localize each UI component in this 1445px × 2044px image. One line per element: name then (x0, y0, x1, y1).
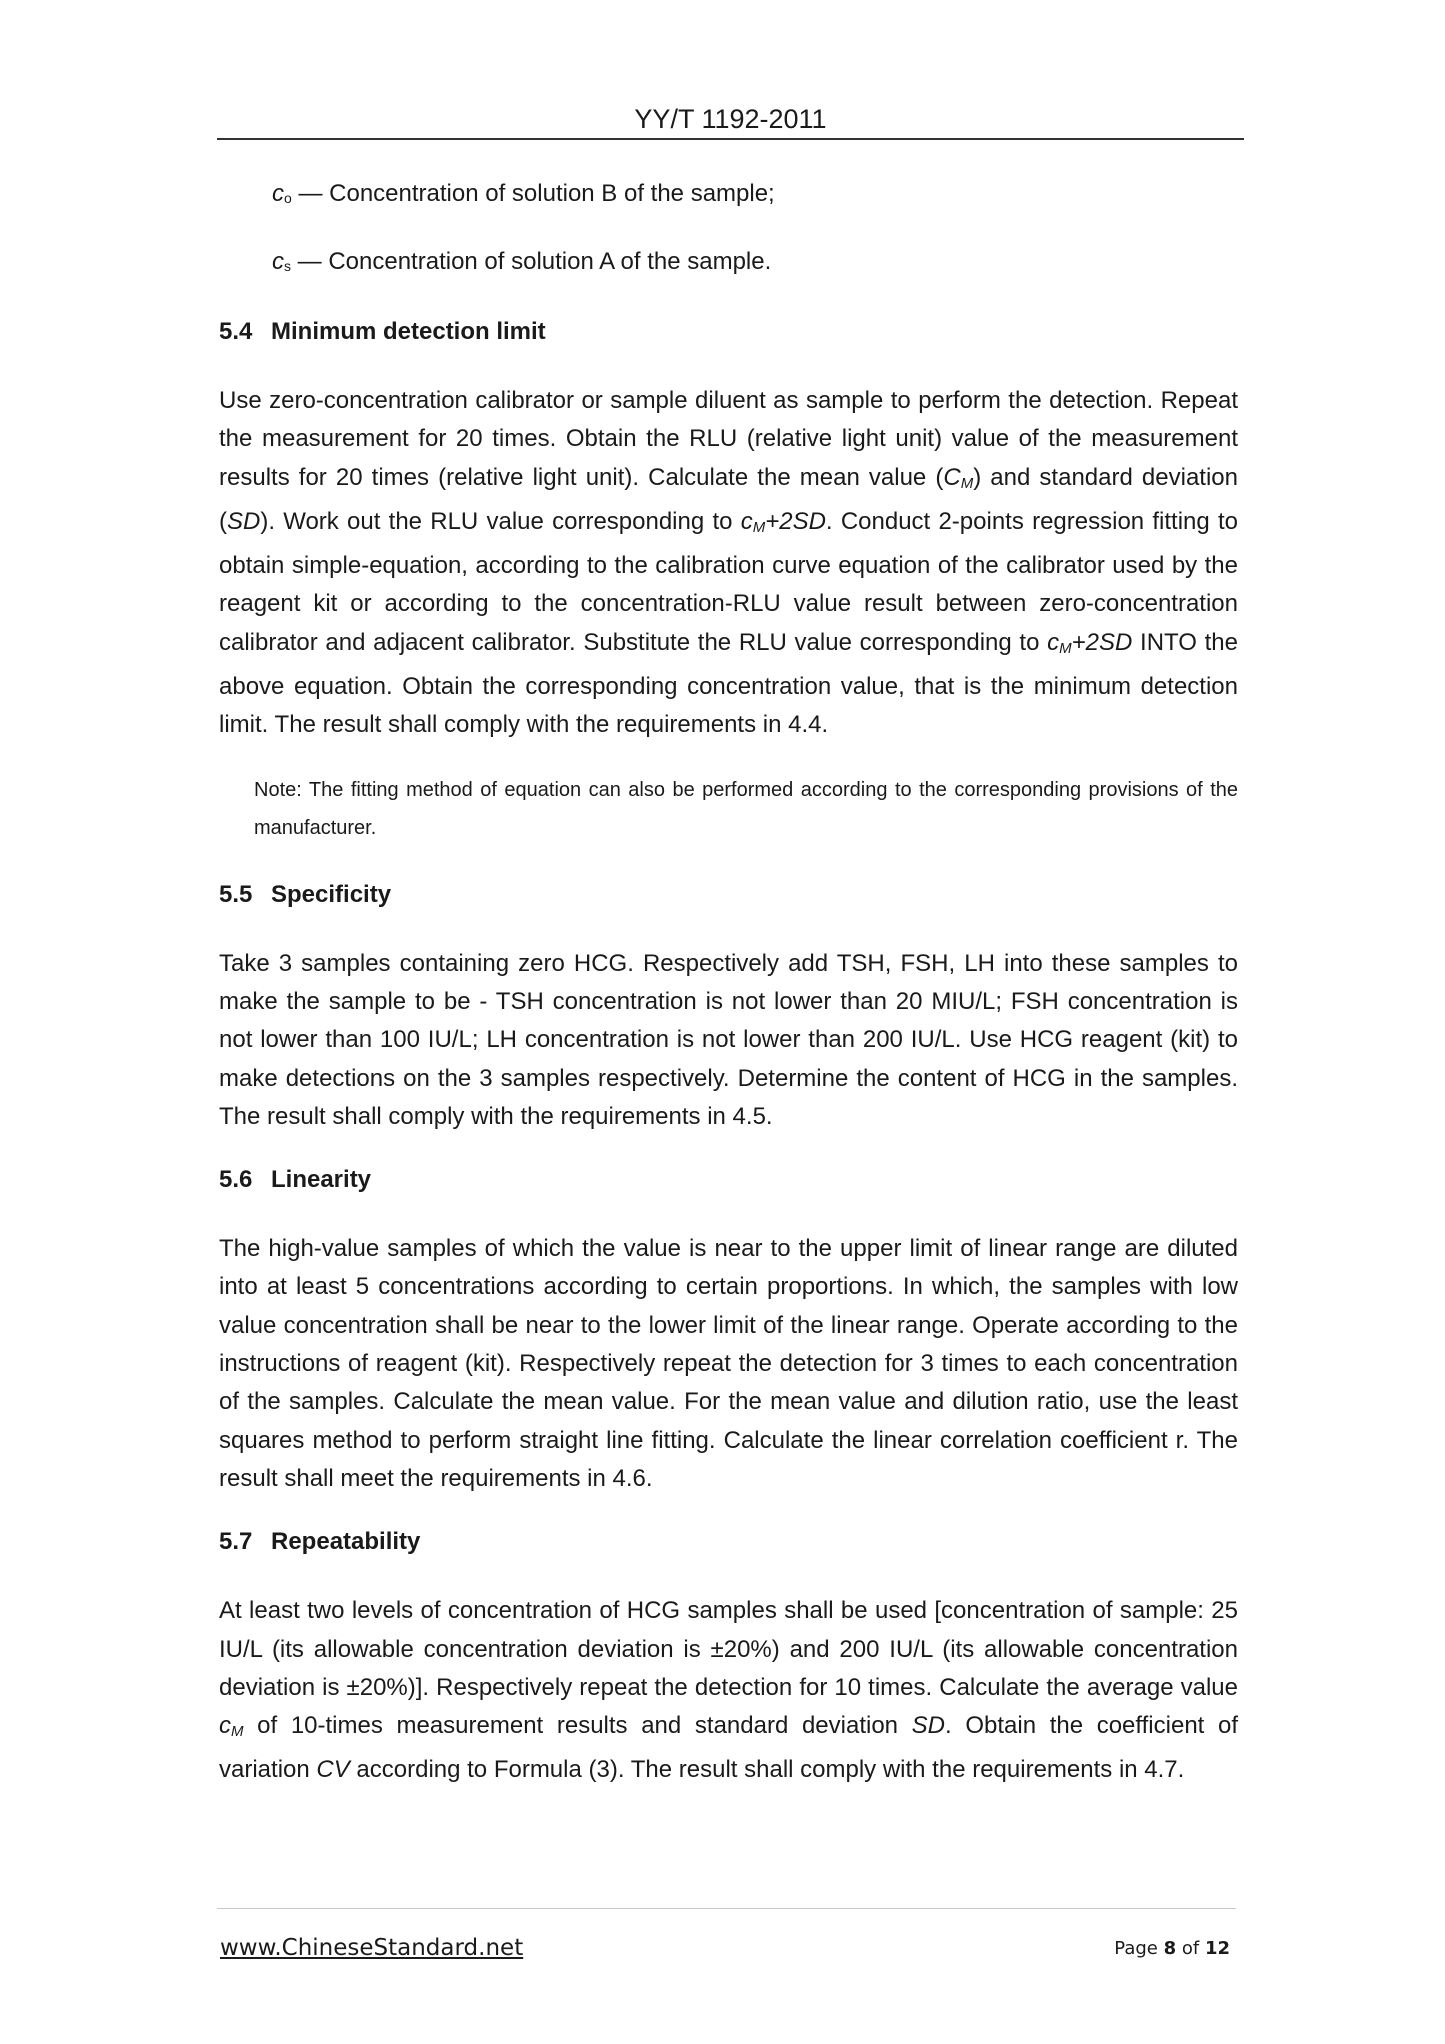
note-fitting-method: Note: The fitting method of equation can also be performed according to the corresponding provisions of the manufacturer. (254, 778, 1238, 839)
text-run: At least two levels of concentration of HCG samples shall be used [concentration of sample: 25 IU/L (its allowable concentration deviation is ±20%) and 200 IU/L (its allowable concentration deviation is ±20%)]. Respectively repeat the detection for 10 times. Calculate the average value (219, 1597, 1238, 1701)
standard-code: YY/T 1192-2011 (634, 104, 827, 134)
symbol-subscript: M (960, 474, 974, 492)
symbol-2sd: +2SD (1071, 628, 1133, 656)
section-title: Linearity (271, 1166, 372, 1194)
paragraph-repeatability (219, 1592, 1238, 1789)
section-number: 5.4 (219, 318, 253, 345)
symbol-subscript: M (1059, 639, 1072, 657)
text-run: Use zero-concentration calibrator or sample diluent as sample to perform the detection. Repeat the measurement for 20 times. Obtain the RLU (relative light unit) value of the measurement results for 20 times (relative light unit). Calculate the mean value ( (219, 387, 1238, 491)
paragraph-linearity: The high-value samples of which the value is near to the upper limit of linear range are diluted into at least 5 concentrations according to certain proportions. In which, the samples with low value concentration shall be near to the lower limit of the linear range. Operate according to the instructions of reagent (kit). Respectively repeat the detection for 3 times to each concentration of the samples. Calculate the mean value. For the mean value and dilution ratio, use the least squares method to perform straight line fitting. Calculate the linear correlation coefficient r. The result shall meet the requirements in 4.6. (219, 1235, 1238, 1492)
symbol-subscript: o (284, 190, 292, 206)
symbol-subscript: M (231, 1723, 244, 1741)
footer-link[interactable]: www.ChineseStandard.net (220, 1935, 524, 1961)
paragraph-minimum-detection-limit (219, 382, 1238, 745)
symbol-sd: SD (227, 507, 261, 535)
section-heading-5-5 (219, 877, 1238, 913)
document-body (219, 176, 1238, 1816)
symbol-cm: c (1047, 628, 1060, 656)
symbol-cm: c (740, 507, 753, 535)
page-footer (217, 1908, 1236, 1961)
definition-cs (272, 244, 1238, 280)
page-total: 12 (1204, 1938, 1230, 1959)
page-current: 8 (1163, 1938, 1177, 1959)
symbol-sd: SD (911, 1712, 946, 1740)
symbol-cm: c (219, 1712, 231, 1740)
text-run: ) and standard deviation ( (219, 463, 1238, 535)
symbol-cm: C (943, 463, 961, 491)
symbol-2sd: +2SD (765, 507, 826, 535)
symbol-c: c (272, 180, 284, 207)
text-run: ). Work out the RLU value corresponding to (260, 507, 741, 535)
text-run: . Obtain the coefficient of variation (219, 1712, 1238, 1784)
symbol-c: c (272, 248, 284, 275)
symbol-subscript: M (752, 518, 766, 536)
text-run: of 10-times measurement results and standard deviation (243, 1712, 912, 1740)
section-number: 5.6 (219, 1166, 253, 1194)
definition-text: — Concentration of solution A of the sample. (291, 248, 772, 275)
section-number: 5.7 (219, 1528, 253, 1556)
text-run: INTO the above equation. Obtain the corresponding concentration value, that is the minimum detection limit. The result shall comply with the requirements in 4.4. (219, 628, 1238, 739)
section-heading-5-7 (219, 1524, 1238, 1560)
definition-co (272, 176, 1238, 212)
section-title: Specificity (271, 880, 392, 908)
page-prefix: Page (1114, 1938, 1164, 1959)
symbol-cv: CV (316, 1756, 350, 1784)
section-heading-5-4 (219, 314, 1238, 350)
section-number: 5.5 (219, 880, 253, 908)
page-of: of (1176, 1938, 1205, 1959)
page-number (1114, 1938, 1230, 1959)
text-run: . Conduct 2-points regression fitting to obtain simple-equation, according to the calibration curve equation of the calibrator used by the reagent kit or according to the concentration-RLU value result between zero-concentration calibrator and adjacent calibrator. Substitute the RLU value corresponding to (219, 507, 1238, 656)
section-title: Minimum detection limit (271, 318, 546, 345)
definition-text: — Concentration of solution B of the sample; (291, 180, 775, 207)
text-run: according to Formula (3). The result shall comply with the requirements in 4.7. (349, 1756, 1185, 1784)
symbol-subscript: s (284, 258, 291, 274)
section-title: Repeatability (271, 1528, 421, 1556)
paragraph-specificity: Take 3 samples containing zero HCG. Respectively add TSH, FSH, LH into these samples to make the sample to be - TSH concentration is not lower than 20 MIU/L; FSH concentration is not lower than 100 IU/L; LH concentration is not lower than 200 IU/L. Use HCG reagent (kit) to make detections on the 3 samples respectively. Determine the content of HCG in the samples. The result shall comply with the requirements in 4.5. (219, 949, 1238, 1130)
section-heading-5-6 (219, 1162, 1238, 1198)
page-header (217, 100, 1244, 140)
